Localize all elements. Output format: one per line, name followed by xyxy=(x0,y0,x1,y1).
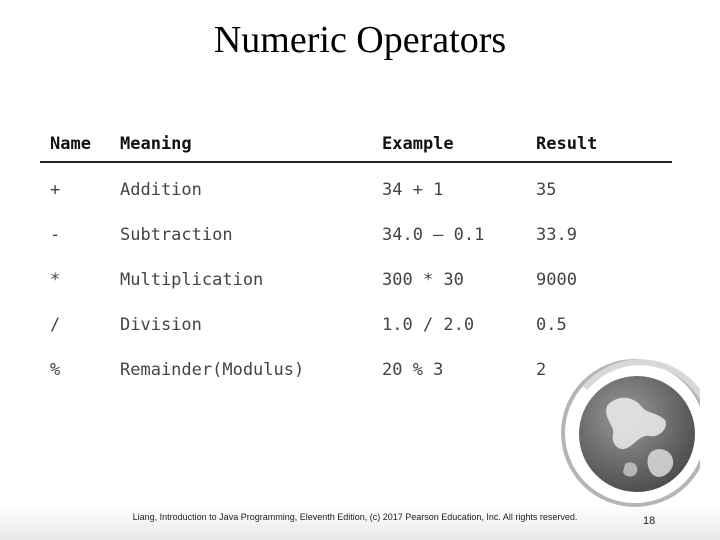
header-example: Example xyxy=(372,130,526,162)
example-cell: 1.0 / 2.0 xyxy=(382,314,475,335)
meaning-cell: Division xyxy=(120,314,202,335)
table-row xyxy=(40,212,672,257)
example-cell: 300 * 30 xyxy=(382,269,464,290)
meaning-cell: Subtraction xyxy=(120,224,233,245)
operator-cell: - xyxy=(50,224,61,245)
meaning-cell: Multiplication xyxy=(120,269,264,290)
meaning-cell: Remainder(Modulus) xyxy=(120,359,305,380)
table-header-row xyxy=(40,130,672,162)
globe-icon xyxy=(555,348,700,513)
result-cell: 33.9 xyxy=(536,224,577,245)
example-cell: 34 + 1 xyxy=(382,179,444,200)
operator-cell: * xyxy=(50,269,61,290)
slide-title: Numeric Operators xyxy=(213,19,507,61)
header-meaning: Meaning xyxy=(110,130,372,162)
example-cell: 34.0 – 0.1 xyxy=(382,224,485,245)
result-cell: 9000 xyxy=(536,269,577,290)
header-name: Name xyxy=(40,130,110,162)
operator-cell: % xyxy=(50,359,61,380)
meaning-cell: Addition xyxy=(120,179,202,200)
example-cell: 20 % 3 xyxy=(382,359,444,380)
result-cell: 0.5 xyxy=(536,314,567,335)
table-row xyxy=(40,302,672,347)
table-row xyxy=(40,162,672,212)
result-cell: 2 xyxy=(536,359,547,380)
header-result: Result xyxy=(526,130,672,162)
result-cell: 35 xyxy=(536,179,557,200)
operator-cell: + xyxy=(50,179,61,200)
table-row xyxy=(40,257,672,302)
operator-cell: / xyxy=(50,314,61,335)
page-number: 18 xyxy=(643,515,656,527)
footer-copyright: Liang, Introduction to Java Programming, Eleventh Edition, (c) 2017 Pearson Education, Inc. All rights reserved. xyxy=(132,512,578,522)
